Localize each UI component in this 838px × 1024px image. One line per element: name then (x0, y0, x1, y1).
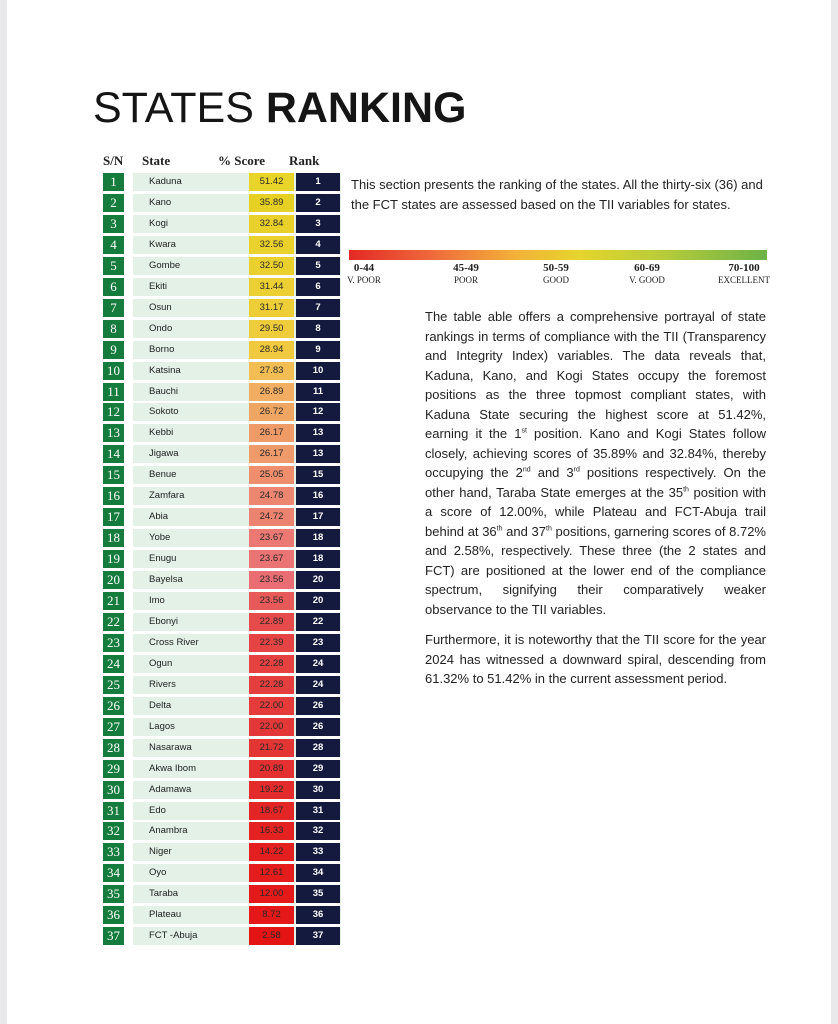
row-state: FCT -Abuja (133, 927, 341, 945)
row-score: 22.28 (249, 676, 294, 694)
row-rank: 13 (296, 445, 340, 463)
row-sn: 26 (103, 697, 124, 715)
row-rank: 1 (296, 173, 340, 191)
row-rank: 11 (296, 383, 340, 401)
row-sn: 11 (103, 383, 124, 401)
row-sn: 8 (103, 320, 124, 338)
row-score: 26.17 (249, 424, 294, 442)
row-state: Kebbi (133, 424, 341, 442)
trend-paragraph: Furthermore, it is noteworthy that the TII score for the year 2024 has witnessed a downward spiral, descending from 61.32% to 51.42% in the current assessment period. (425, 632, 766, 686)
row-rank: 15 (296, 466, 340, 484)
row-sn: 16 (103, 487, 124, 505)
legend-range: 60-69 (634, 262, 660, 274)
row-state: Oyo (133, 864, 341, 882)
row-rank: 18 (296, 529, 340, 547)
row-score: 23.56 (249, 592, 294, 610)
row-sn: 21 (103, 592, 124, 610)
row-state: Nasarawa (133, 739, 341, 757)
row-score: 8.72 (249, 906, 294, 924)
row-sn: 10 (103, 362, 124, 380)
row-sn: 15 (103, 466, 124, 484)
row-sn: 13 (103, 424, 124, 442)
row-sn: 32 (103, 822, 124, 840)
row-sn: 17 (103, 508, 124, 526)
legend-item (421, 262, 511, 285)
row-sn: 33 (103, 843, 124, 861)
row-state: Bayelsa (133, 571, 341, 589)
row-score: 32.56 (249, 236, 294, 254)
legend-item (319, 262, 409, 285)
legend-label: EXCELLENT (718, 275, 770, 285)
row-state: Kwara (133, 236, 341, 254)
row-score: 32.50 (249, 257, 294, 275)
row-state: Ogun (133, 655, 341, 673)
row-state: Borno (133, 341, 341, 359)
row-score: 16.33 (249, 822, 294, 840)
row-rank: 9 (296, 341, 340, 359)
row-score: 31.17 (249, 299, 294, 317)
row-state: Edo (133, 802, 341, 820)
row-score: 24.72 (249, 508, 294, 526)
row-rank: 3 (296, 215, 340, 233)
row-state: Katsina (133, 362, 341, 380)
row-rank: 30 (296, 781, 340, 799)
row-rank: 12 (296, 403, 340, 421)
row-state: Abia (133, 508, 341, 526)
header-state: State (142, 153, 171, 168)
row-rank: 23 (296, 634, 340, 652)
row-sn: 24 (103, 655, 124, 673)
row-state: Bauchi (133, 383, 341, 401)
row-rank: 36 (296, 906, 340, 924)
title-bold: RANKING (265, 84, 467, 132)
row-sn: 1 (103, 173, 124, 191)
row-state: Taraba (133, 885, 341, 903)
row-sn: 12 (103, 403, 124, 421)
row-state: Imo (133, 592, 341, 610)
score-scale-bar (349, 250, 767, 260)
row-score: 29.50 (249, 320, 294, 338)
row-score: 22.39 (249, 634, 294, 652)
row-rank: 32 (296, 822, 340, 840)
row-sn: 25 (103, 676, 124, 694)
row-score: 23.56 (249, 571, 294, 589)
legend-item (699, 262, 789, 285)
row-state: Anambra (133, 822, 341, 840)
row-score: 23.67 (249, 529, 294, 547)
row-sn: 9 (103, 341, 124, 359)
row-score: 28.94 (249, 341, 294, 359)
row-score: 14.22 (249, 843, 294, 861)
row-rank: 29 (296, 760, 340, 778)
row-state: Ekiti (133, 278, 341, 296)
row-rank: 5 (296, 257, 340, 275)
row-state: Osun (133, 299, 341, 317)
row-state: Lagos (133, 718, 341, 736)
intro-text: This section presents the ranking of the states. All the thirty-six (36) and the FCT states are assessed based on the TII variables for states. (351, 177, 763, 212)
row-rank: 18 (296, 550, 340, 568)
row-score: 24.78 (249, 487, 294, 505)
row-sn: 6 (103, 278, 124, 296)
row-state: Kogi (133, 215, 341, 233)
row-score: 21.72 (249, 739, 294, 757)
row-state: Plateau (133, 906, 341, 924)
row-rank: 16 (296, 487, 340, 505)
row-rank: 20 (296, 592, 340, 610)
legend-label: V. GOOD (629, 275, 665, 285)
row-sn: 18 (103, 529, 124, 547)
row-rank: 4 (296, 236, 340, 254)
row-score: 31.44 (249, 278, 294, 296)
row-score: 25.05 (249, 466, 294, 484)
row-sn: 20 (103, 571, 124, 589)
row-score: 22.00 (249, 697, 294, 715)
row-state: Benue (133, 466, 341, 484)
row-state: Niger (133, 843, 341, 861)
row-state: Cross River (133, 634, 341, 652)
row-rank: 8 (296, 320, 340, 338)
row-score: 23.67 (249, 550, 294, 568)
row-score: 27.83 (249, 362, 294, 380)
legend-range: 0-44 (353, 262, 375, 274)
header-rank: Rank (289, 153, 320, 168)
row-rank: 13 (296, 424, 340, 442)
legend-range: 70-100 (728, 262, 760, 274)
row-state: Ebonyi (133, 613, 341, 631)
row-sn: 30 (103, 781, 124, 799)
row-score: 26.89 (249, 383, 294, 401)
row-score: 26.17 (249, 445, 294, 463)
row-sn: 27 (103, 718, 124, 736)
row-sn: 35 (103, 885, 124, 903)
legend-item (602, 262, 692, 285)
row-rank: 26 (296, 718, 340, 736)
row-state: Rivers (133, 676, 341, 694)
row-rank: 24 (296, 676, 340, 694)
legend-range: 50-59 (543, 262, 569, 274)
row-score: 22.28 (249, 655, 294, 673)
row-rank: 33 (296, 843, 340, 861)
row-state: Gombe (133, 257, 341, 275)
analysis-paragraph: The table able offers a comprehensive portrayal of state rankings in terms of compliance with the TII (Transparency and Integrity Index) variables. The data reveals that, Kaduna, Kano, and Kogi States occupy the foremost positions as the three topmost compliant states, with Kaduna State securing the highest score at 51.42%, earning it the 1st position. Kano and Kogi States follow closely, achieving scores of 35.89% and 32.84%, thereby occupying the 2nd and 3rd positions respectively. On the other hand, Taraba State emerges at the 35th position with a score of 12.00%, while Plateau and FCT-Abuja trail behind at 36th and 37th positions, garnering scores of 8.72% and 2.58%, respectively. These three (the 2 states and FCT) are positioned at the lower end of the compliance spectrum, signifying their comparatively weaker observance to the TII variables. (425, 309, 766, 617)
row-rank: 26 (296, 697, 340, 715)
row-score: 18.67 (249, 802, 294, 820)
row-rank: 28 (296, 739, 340, 757)
page (7, 0, 831, 1024)
row-score: 19.22 (249, 781, 294, 799)
title-light: STATES (93, 84, 254, 132)
row-sn: 36 (103, 906, 124, 924)
row-score: 12.00 (249, 885, 294, 903)
row-rank: 31 (296, 802, 340, 820)
legend-range: 45-49 (453, 262, 479, 274)
row-sn: 22 (103, 613, 124, 631)
row-sn: 3 (103, 215, 124, 233)
row-rank: 10 (296, 362, 340, 380)
row-score: 2.58 (249, 927, 294, 945)
row-sn: 34 (103, 864, 124, 882)
row-rank: 7 (296, 299, 340, 317)
row-sn: 28 (103, 739, 124, 757)
row-state: Kano (133, 194, 341, 212)
row-state: Akwa Ibom (133, 760, 341, 778)
row-state: Ondo (133, 320, 341, 338)
row-score: 51.42 (249, 173, 294, 191)
row-sn: 23 (103, 634, 124, 652)
page-title (93, 84, 467, 133)
row-sn: 5 (103, 257, 124, 275)
row-score: 20.89 (249, 760, 294, 778)
row-score: 26.72 (249, 403, 294, 421)
row-rank: 35 (296, 885, 340, 903)
row-rank: 37 (296, 927, 340, 945)
row-state: Zamfara (133, 487, 341, 505)
row-sn: 29 (103, 760, 124, 778)
row-sn: 19 (103, 550, 124, 568)
row-score: 32.84 (249, 215, 294, 233)
row-sn: 37 (103, 927, 124, 945)
row-sn: 7 (103, 299, 124, 317)
header-score: % Score (218, 153, 266, 168)
row-state: Yobe (133, 529, 341, 547)
row-state: Kaduna (133, 173, 341, 191)
row-score: 12.61 (249, 864, 294, 882)
legend-label: GOOD (543, 275, 569, 285)
legend-label: POOR (453, 275, 478, 285)
row-rank: 17 (296, 508, 340, 526)
row-rank: 2 (296, 194, 340, 212)
row-sn: 31 (103, 802, 124, 820)
row-state: Enugu (133, 550, 341, 568)
row-state: Sokoto (133, 403, 341, 421)
row-rank: 22 (296, 613, 340, 631)
row-sn: 14 (103, 445, 124, 463)
row-state: Delta (133, 697, 341, 715)
row-rank: 34 (296, 864, 340, 882)
header-sn: S/N (103, 153, 124, 168)
legend-item (511, 262, 601, 285)
row-state: Jigawa (133, 445, 341, 463)
row-rank: 20 (296, 571, 340, 589)
row-sn: 4 (103, 236, 124, 254)
legend-label: V. POOR (347, 275, 381, 285)
row-score: 35.89 (249, 194, 294, 212)
row-score: 22.89 (249, 613, 294, 631)
row-state: Adamawa (133, 781, 341, 799)
row-sn: 2 (103, 194, 124, 212)
row-rank: 6 (296, 278, 340, 296)
row-score: 22.00 (249, 718, 294, 736)
row-rank: 24 (296, 655, 340, 673)
